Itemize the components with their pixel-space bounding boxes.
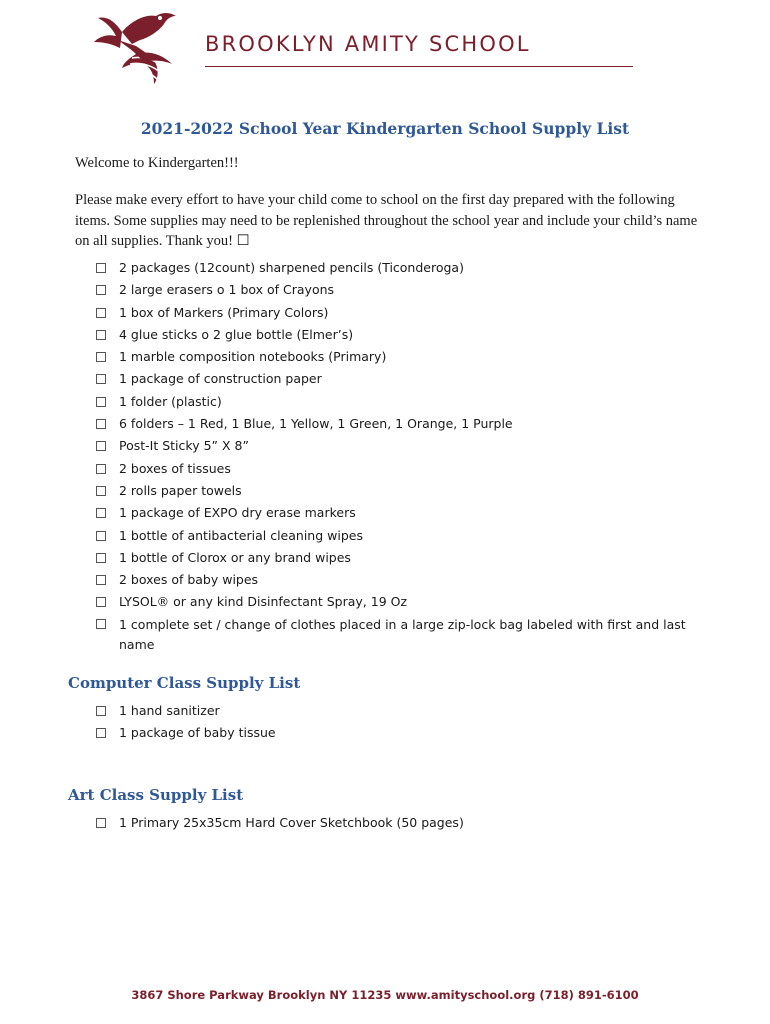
list-item-label: 1 bottle of Clorox or any brand wipes: [119, 549, 351, 565]
list-item-label: LYSOL® or any kind Disinfectant Spray, 19 Oz: [119, 594, 408, 610]
list-item-label: 6 folders – 1 Red, 1 Blue, 1 Yellow, 1 Green, 1 Orange, 1 Purple: [119, 416, 513, 432]
intro-paragraph: Please make every effort to have your child come to school on the first day prepared with the following items. Some supplies may need to be replenished throughout the school year and include your child’s name on all supplies. Thank you! ☐: [75, 192, 698, 249]
list-item-label: 1 bottle of antibacterial cleaning wipes: [119, 527, 363, 543]
list-item: [96, 346, 686, 368]
checkbox-icon: [96, 263, 106, 273]
eagle-logo-icon: [92, 10, 188, 88]
list-item: [96, 302, 686, 324]
list-item-label: 2 large erasers o 1 box of Crayons: [119, 282, 335, 298]
checkbox-icon: [96, 619, 106, 629]
checkbox-icon: [96, 374, 106, 384]
checkbox-icon: [96, 818, 106, 828]
list-item: [96, 391, 686, 413]
list-item: [96, 614, 686, 655]
list-item-label: 1 complete set / change of clothes placed in a large zip-lock bag labeled with first and last name: [119, 616, 686, 652]
page-header: [92, 10, 637, 80]
list-item-label: 2 boxes of baby wipes: [119, 572, 259, 588]
checkbox-icon: [96, 508, 106, 518]
footer-address: 3867 Shore Parkway Brooklyn NY 11235 www.amityschool.org (718) 891-6100: [131, 988, 639, 1002]
list-item-label: 2 rolls paper towels: [119, 482, 242, 498]
checkbox-icon: [96, 597, 106, 607]
checkbox-icon: [96, 419, 106, 429]
computer-section-heading: Computer Class Supply List: [68, 674, 301, 692]
list-item-label: 1 box of Markers (Primary Colors): [119, 304, 329, 320]
list-item-label: 1 package of EXPO dry erase markers: [119, 505, 356, 521]
checkbox-icon: [96, 553, 106, 563]
list-item-label: Post-It Sticky 5” X 8”: [119, 438, 249, 454]
list-item-label: 1 marble composition notebooks (Primary): [119, 349, 387, 365]
list-item-label: 2 boxes of tissues: [119, 460, 231, 476]
list-item: [96, 502, 686, 524]
list-item: [96, 324, 686, 346]
list-item: [96, 368, 686, 390]
checkbox-icon: [96, 706, 106, 716]
checkbox-icon: [96, 352, 106, 362]
computer-supply-list: [96, 700, 686, 745]
list-item: [96, 458, 686, 480]
art-supply-list: [96, 812, 686, 834]
checkbox-icon: [96, 486, 106, 496]
list-item-label: 1 package of construction paper: [119, 371, 322, 387]
list-item-label: 1 hand sanitizer: [119, 703, 220, 718]
checkbox-icon: [96, 330, 106, 340]
list-item: [96, 480, 686, 502]
list-item: [96, 257, 686, 279]
list-item: [96, 812, 686, 834]
checkbox-icon: [96, 308, 106, 318]
checkbox-icon: [96, 464, 106, 474]
checkbox-icon: [96, 285, 106, 295]
list-item-label: 1 folder (plastic): [119, 393, 222, 409]
list-item: [96, 435, 686, 457]
list-item: [96, 722, 686, 744]
list-item: [96, 413, 686, 435]
checkbox-icon: [96, 441, 106, 451]
welcome-text: Welcome to Kindergarten!!!: [75, 155, 239, 171]
page-title: 2021-2022 School Year Kindergarten School Supply List: [140, 119, 630, 138]
list-item: [96, 569, 686, 591]
list-item-label: 1 Primary 25x35cm Hard Cover Sketchbook (50 pages): [119, 815, 464, 830]
header-divider: [205, 66, 633, 67]
checkbox-icon: [96, 575, 106, 585]
checkbox-icon: [96, 531, 106, 541]
list-item: [96, 525, 686, 547]
list-item: [96, 547, 686, 569]
kindergarten-supply-list: [96, 257, 686, 655]
checkbox-icon: [96, 397, 106, 407]
checkbox-icon: [96, 728, 106, 738]
list-item: [96, 591, 686, 613]
list-item: [96, 279, 686, 301]
art-section-heading: Art Class Supply List: [68, 786, 244, 804]
list-item: [96, 700, 686, 722]
list-item-label: 4 glue sticks o 2 glue bottle (Elmer’s): [119, 326, 354, 342]
list-item-label: 2 packages (12count) sharpened pencils (Ticonderoga): [119, 260, 464, 275]
list-item-label: 1 package of baby tissue: [119, 725, 276, 741]
school-name: BROOKLYN AMITY SCHOOL: [205, 32, 531, 56]
